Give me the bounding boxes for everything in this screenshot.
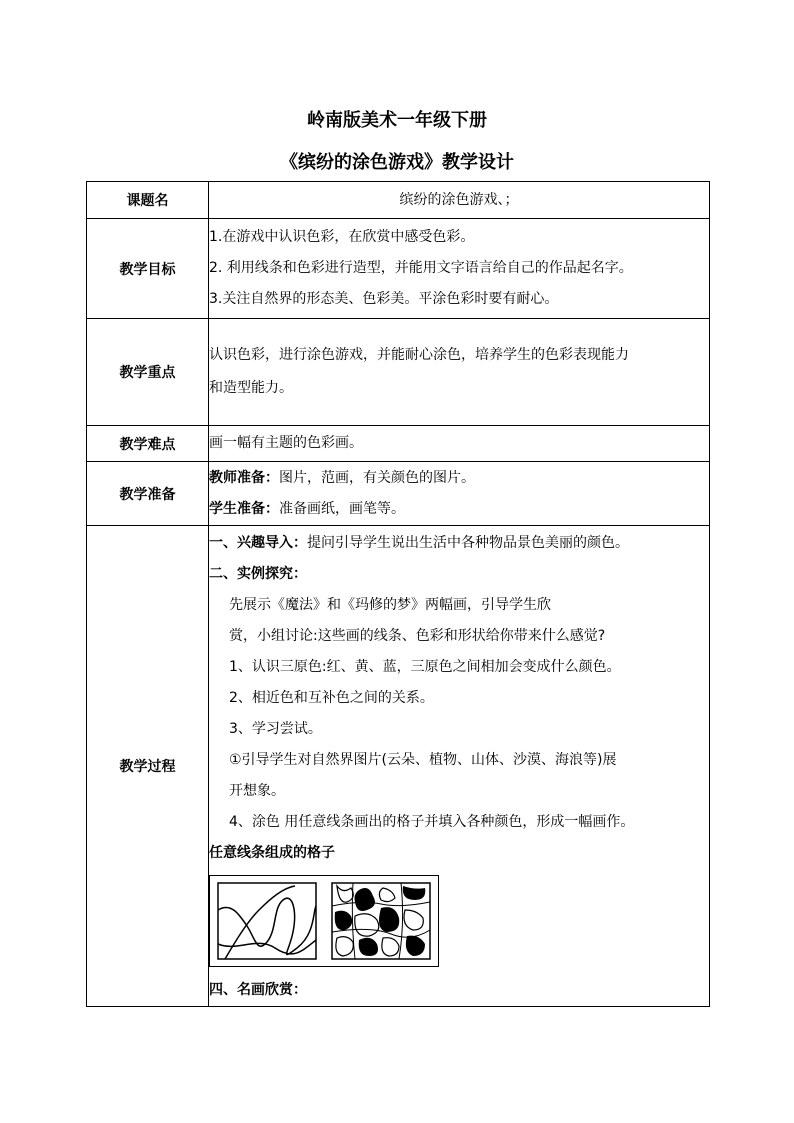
process-line: 4、涂色 用任意线条画出的格子并填入各种颜色，形成一幅画作。 — [229, 814, 635, 830]
process-line: ①引导学生对自然界图片(云朵、植物、山体、沙漠、海浪等)展 — [229, 752, 617, 768]
section-1-head: 一、兴趣导入： — [209, 535, 307, 551]
section-1-text: 提问引导学生说出生活中各种物品景色美丽的颜色。 — [307, 535, 629, 551]
section-4-head: 四、名画欣赏： — [209, 982, 307, 998]
label-topic: 课题名 — [87, 182, 209, 219]
process-line: 先展示《魔法》和《玛修的梦》两幅画，引导学生欣 — [229, 597, 551, 613]
free-line-drawing — [217, 882, 317, 960]
value-topic — [209, 182, 710, 219]
topic-text: 缤纷的涂色游戏、； — [399, 191, 519, 208]
row-difficulty — [87, 426, 710, 462]
document-title: 岭南版美术一年级下册 — [307, 110, 487, 131]
goal-line: 2. 利用线条和色彩进行造型，并能用文字语言给自己的作品起名字。 — [209, 260, 633, 276]
label-difficulty: 教学难点 — [87, 426, 209, 462]
goal-line: 3.关注自然界的形态美、色彩美。平涂色彩时要有耐心。 — [209, 291, 559, 307]
student-prep-text: 准备画纸，画笔等。 — [279, 500, 405, 517]
teacher-prep-line — [209, 463, 709, 494]
value-goals — [209, 219, 710, 319]
row-goals — [87, 219, 710, 319]
document-subtitle: 《缤纷的涂色游戏》教学设计 — [280, 152, 514, 173]
teacher-prep-head: 教师准备： — [209, 469, 279, 486]
value-difficulty — [209, 426, 710, 462]
row-process — [87, 526, 710, 1007]
section-2-head: 二、实例探究： — [209, 566, 307, 582]
goal-line: 1.在游戏中认识色彩，在欣赏中感受色彩。 — [209, 229, 475, 245]
label-process: 教学过程 — [87, 526, 209, 1007]
student-prep-head: 学生准备： — [209, 500, 279, 517]
row-preparation — [87, 462, 710, 526]
student-prep-line — [209, 494, 709, 525]
filled-grid-drawing — [331, 882, 431, 960]
label-goals: 教学目标 — [87, 219, 209, 319]
label-keypoints: 教学重点 — [87, 319, 209, 426]
teacher-prep-text: 图片，范画，有关颜色的图片。 — [279, 469, 475, 486]
grid-title: 任意线条组成的格子 — [209, 845, 335, 861]
process-line: 开想象。 — [229, 783, 285, 799]
process-section-1 — [209, 528, 709, 559]
process-line: 2、相近色和互补色之间的关系。 — [229, 690, 434, 706]
difficulty-text: 画一幅有主题的色彩画。 — [209, 435, 363, 451]
keypoint-line: 和造型能力。 — [209, 380, 293, 396]
lesson-plan-table — [86, 181, 710, 1007]
label-preparation: 教学准备 — [87, 462, 209, 526]
keypoint-line: 认识色彩，进行涂色游戏，并能耐心涂色，培养学生的色彩表现能力 — [209, 347, 629, 363]
row-topic — [87, 182, 710, 219]
value-process — [209, 526, 710, 1007]
process-line: 1、认识三原色:红、黄、蓝，三原色之间相加会变成什么颜色。 — [229, 659, 621, 675]
value-preparation — [209, 462, 710, 526]
row-keypoints — [87, 319, 710, 426]
process-line: 赏，小组讨论:这些画的线条、色彩和形状给你带来什么感觉? — [229, 628, 606, 644]
value-keypoints — [209, 319, 710, 426]
line-grid-figure — [209, 875, 439, 967]
process-line: 3、学习尝试。 — [229, 721, 322, 737]
